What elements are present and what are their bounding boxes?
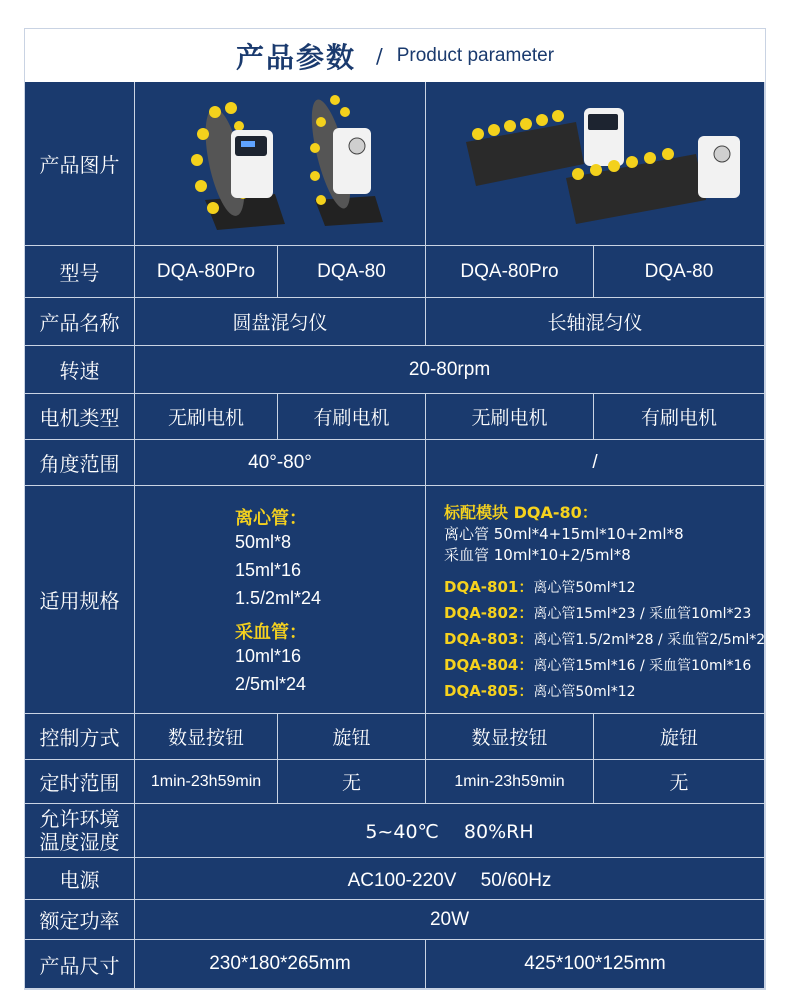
spec-centrifuge-item: 50ml*8 bbox=[235, 532, 292, 552]
rated-power-value: 20W bbox=[135, 900, 765, 940]
title-en: Product parameter bbox=[396, 44, 555, 66]
timer-value-2: 无 bbox=[278, 760, 426, 804]
motor-value-4: 有刷电机 bbox=[594, 394, 765, 440]
title-bar bbox=[25, 29, 765, 82]
model-value-3: DQA-80Pro bbox=[426, 246, 594, 298]
spec-standard-line: 离心管 50ml*4+15ml*10+2ml*8 bbox=[444, 525, 684, 543]
spec-standard-title: 标配模块 DQA-80： bbox=[444, 503, 598, 522]
disc-mixer-image bbox=[135, 82, 426, 246]
label-size: 产品尺寸 bbox=[25, 940, 135, 989]
label-model: 型号 bbox=[25, 246, 135, 298]
label-env-line1: 允许环境 bbox=[39, 806, 120, 831]
spec-module-803: DQA-803：离心管1.5/2ml*28 / 采血管2/5ml*28 bbox=[444, 630, 775, 648]
spec-disc bbox=[135, 486, 426, 714]
motor-value-2: 有刷电机 bbox=[278, 394, 426, 440]
env-value: 5~40℃ 80%RH bbox=[135, 804, 765, 858]
label-env bbox=[25, 804, 135, 858]
label-name: 产品名称 bbox=[25, 298, 135, 346]
timer-value-3: 1min-23h59min bbox=[426, 760, 594, 804]
model-value-1: DQA-80Pro bbox=[135, 246, 278, 298]
spec-blood-item: 10ml*16 bbox=[235, 646, 302, 666]
label-image: 产品图片 bbox=[25, 82, 135, 246]
motor-value-3: 无刷电机 bbox=[426, 394, 594, 440]
name-value-roller: 长轴混匀仪 bbox=[426, 298, 765, 346]
roller-mixer-image bbox=[426, 82, 765, 246]
control-value-2: 旋钮 bbox=[278, 714, 426, 760]
size-value-roller: 425*100*125mm bbox=[426, 940, 765, 989]
label-power: 电源 bbox=[25, 858, 135, 900]
label-env-line2: 温度湿度 bbox=[39, 829, 120, 854]
label-motor: 电机类型 bbox=[25, 394, 135, 440]
label-spec: 适用规格 bbox=[25, 486, 135, 714]
model-value-2: DQA-80 bbox=[278, 246, 426, 298]
parameter-grid bbox=[25, 82, 775, 989]
timer-value-4: 无 bbox=[594, 760, 765, 804]
name-value-disc: 圆盘混匀仪 bbox=[135, 298, 426, 346]
title-separator: / bbox=[375, 43, 383, 68]
spec-module-804: DQA-804：离心管15ml*16 / 采血管10ml*16 bbox=[444, 656, 752, 674]
speed-value: 20-80rpm bbox=[135, 346, 765, 394]
spec-blood-title: 采血管： bbox=[235, 622, 307, 642]
spec-standard-line: 采血管 10ml*10+2/5ml*8 bbox=[444, 546, 631, 564]
control-value-4: 旋钮 bbox=[594, 714, 765, 760]
spec-roller bbox=[426, 486, 775, 714]
spec-module-802: DQA-802：离心管15ml*23 / 采血管10ml*23 bbox=[444, 604, 752, 622]
size-value-disc: 230*180*265mm bbox=[135, 940, 426, 989]
spec-module-805: DQA-805：离心管50ml*12 bbox=[444, 682, 636, 700]
control-value-1: 数显按钮 bbox=[135, 714, 278, 760]
timer-value-1: 1min-23h59min bbox=[135, 760, 278, 804]
label-timer: 定时范围 bbox=[25, 760, 135, 804]
spec-blood-item: 2/5ml*24 bbox=[235, 674, 307, 694]
spec-module-801: DQA-801：离心管50ml*12 bbox=[444, 578, 636, 596]
power-value: AC100-220V 50/60Hz bbox=[135, 858, 765, 900]
angle-value-disc: 40°-80° bbox=[135, 440, 426, 486]
label-control: 控制方式 bbox=[25, 714, 135, 760]
control-value-3: 数显按钮 bbox=[426, 714, 594, 760]
spec-centrifuge-item: 15ml*16 bbox=[235, 560, 302, 580]
title-zh: 产品参数 bbox=[235, 40, 356, 74]
spec-centrifuge-item: 1.5/2ml*24 bbox=[235, 588, 322, 608]
model-value-4: DQA-80 bbox=[594, 246, 765, 298]
label-rated-power: 额定功率 bbox=[25, 900, 135, 940]
spec-centrifuge-title: 离心管： bbox=[235, 508, 307, 528]
angle-value-roller: / bbox=[426, 440, 765, 486]
motor-value-1: 无刷电机 bbox=[135, 394, 278, 440]
label-speed: 转速 bbox=[25, 346, 135, 394]
label-angle: 角度范围 bbox=[25, 440, 135, 486]
